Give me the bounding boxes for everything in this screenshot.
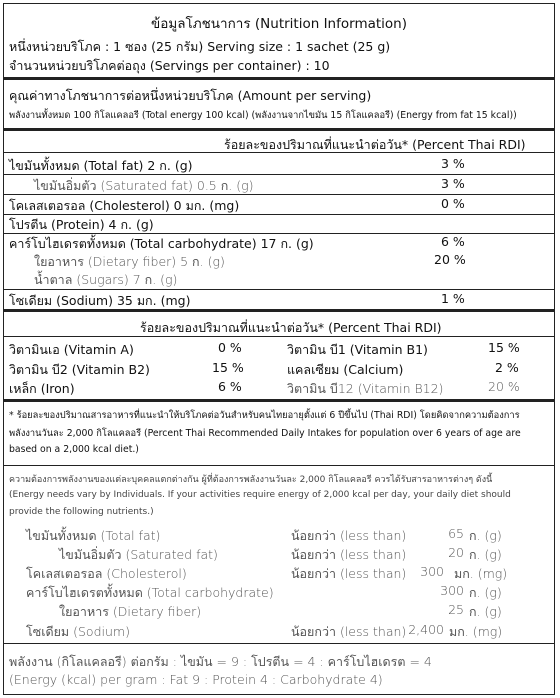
vitamin-percent: 2 % (495, 360, 519, 375)
divider (4, 128, 554, 131)
iron: เหล็ก (Iron) (9, 381, 75, 396)
nutrient-total-fat: ไขมันทั้งหมด (Total fat) 2 ก. (g) (9, 158, 193, 173)
nutrient-percent: 1 % (441, 291, 465, 306)
amount-heading: คุณค่าทางโภชนาการต่อหนึ่งหน่วยบริโภค (Amount per serving) (9, 88, 372, 103)
footnote-line: * ร้อยละของปริมาณสารอาหารที่แนะนำให้บริโภคต่อวันสำหรับคนไทยอายุตั้งแต่ 6 ปีขึ้นไป (Thai RDI) โดยคิดจากความต้องการ (9, 410, 520, 421)
vitamin-percent: 0 % (218, 340, 242, 355)
limit-unit: ก. (g) (469, 585, 502, 600)
label-title: ข้อมูลโภชนาการ (Nutrition Information) (150, 16, 407, 32)
vitamins-heading: ร้อยละของปริมาณที่แนะนำต่อวัน* (Percent Thai RDI) (140, 320, 442, 335)
nutrient-dietary-fiber: ใยอาหาร (Dietary fiber) 5 ก. (g) (34, 254, 225, 269)
energy-needs-line: ความต้องการพลังงานของแต่ละบุคคลแตกต่างกัน ผู้ที่ต้องการพลังงานวันละ 2,000 กิโลแคลอรี ควรได้รับสารอาหารต่างๆ ดังนี้ (9, 475, 493, 485)
limit-unit: ก. (g) (469, 528, 502, 543)
vitamin-a: วิตามินเอ (Vitamin A) (9, 342, 134, 357)
divider (4, 643, 554, 644)
nutrient-saturated-fat: ไขมันอิ่มตัว (Saturated fat) 0.5 ก. (g) (34, 178, 254, 193)
divider (4, 309, 554, 312)
limit-total-carbohydrate: คาร์โบไฮเดรตทั้งหมด (Total carbohydrate) (26, 585, 274, 600)
nutrient-percent: 3 % (441, 156, 465, 171)
vitamin-percent: 15 % (488, 340, 520, 355)
vitamin-percent: 6 % (218, 379, 242, 394)
divider (4, 77, 554, 80)
limit-value: 20 (448, 545, 464, 560)
row-divider (4, 174, 554, 175)
vitamin-b1: วิตามิน บี1 (Vitamin B1) (287, 342, 428, 357)
limit-qualifier: น้อยกว่า (less than) (291, 566, 407, 581)
limit-unit: มก. (mg) (449, 624, 503, 639)
limit-unit: ก. (g) (469, 604, 502, 619)
limit-qualifier: น้อยกว่า (less than) (291, 547, 407, 562)
servings-per-container: จำนวนหน่วยบริโภคต่อถุง (Servings per container) : 10 (9, 58, 330, 73)
energy-per-gram-thai: พลังงาน (กิโลแคลอรี) ต่อกรัม : ไขมัน = 9 : โปรตีน = 4 : คาร์โบไฮเดรต = 4 (9, 654, 432, 669)
limit-value: 25 (448, 602, 464, 617)
nutrient-percent: 20 % (434, 252, 466, 267)
nutrient-cholesterol: โคเลสเตอรอล (Cholesterol) 0 มก. (mg) (9, 198, 240, 213)
divider (4, 465, 554, 466)
limit-value: 300 (440, 583, 464, 598)
limit-value: 2,400 (408, 622, 444, 637)
nutrient-sodium: โซเดียม (Sodium) 35 มก. (mg) (9, 293, 191, 308)
vitamin-percent: 15 % (212, 360, 244, 375)
row-divider (4, 194, 554, 195)
energy-needs-line: provide the following nutrients.) (9, 507, 154, 517)
limit-qualifier: น้อยกว่า (less than) (291, 528, 407, 543)
limit-saturated-fat: ไขมันอิ่มตัว (Saturated fat) (59, 547, 218, 562)
nutrient-total-carbohydrate: คาร์โบไฮเดรตทั้งหมด (Total carbohydrate) 17 ก. (g) (9, 236, 314, 251)
nutrient-percent: 6 % (441, 234, 465, 249)
nutrient-percent: 3 % (441, 176, 465, 191)
energy-per-gram-english: (Energy (kcal) per gram : Fat 9 : Protein 4 : Carbohydrate 4) (9, 672, 383, 687)
vitamin-b2: วิตามิน บี2 (Vitamin B2) (9, 362, 150, 377)
divider (4, 399, 554, 402)
limit-unit: ก. (g) (469, 547, 502, 562)
limit-cholesterol: โคเลสเตอรอล (Cholesterol) (26, 566, 187, 581)
row-divider (4, 289, 554, 290)
energy-line: พลังงานทั้งหมด 100 กิโลแคลอรี (Total energy 100 kcal) (พลังงานจากไขมัน 15 กิโลแคลอรี) (Energy from fat 15 kcal)) (9, 110, 517, 121)
nutrition-label (3, 3, 555, 695)
nutrient-protein: โปรตีน (Protein) 4 ก. (g) (9, 217, 154, 232)
nutrient-percent: 0 % (441, 196, 465, 211)
limit-dietary-fiber: ใยอาหาร (Dietary fiber) (59, 604, 202, 619)
limit-value: 300 (420, 564, 444, 579)
limit-value: 65 (448, 526, 464, 541)
vitamin-percent: 20 % (488, 379, 520, 394)
limit-qualifier: น้อยกว่า (less than) (291, 624, 407, 639)
limit-unit: มก. (mg) (454, 566, 508, 581)
limit-total-fat: ไขมันทั้งหมด (Total fat) (26, 528, 161, 543)
serving-size: หนึ่งหน่วยบริโภค : 1 ซอง (25 กรัม) Serving size : 1 sachet (25 g) (9, 39, 391, 54)
nutrient-sugars: น้ำตาล (Sugars) 7 ก. (g) (34, 272, 178, 287)
footnote-line: based on a 2,000 kcal diet.) (9, 444, 139, 455)
rdi-heading: ร้อยละของปริมาณที่แนะนำต่อวัน* (Percent Thai RDI) (224, 137, 526, 152)
divider (4, 152, 554, 153)
divider (4, 336, 554, 337)
vitamin-b12: วิตามิน บี12 (Vitamin B12) (287, 381, 444, 396)
limit-sodium: โซเดียม (Sodium) (26, 624, 130, 639)
calcium: แคลเซียม (Calcium) (287, 362, 404, 377)
footnote-line: พลังงานวันละ 2,000 กิโลแคลอรี (Percent Thai Recommended Daily Intakes for population over 6 years of age are (9, 428, 521, 439)
energy-needs-line: (Energy needs vary by Individuals. If your activities require energy of 2,000 kcal per day, your daily diet should (9, 490, 511, 500)
